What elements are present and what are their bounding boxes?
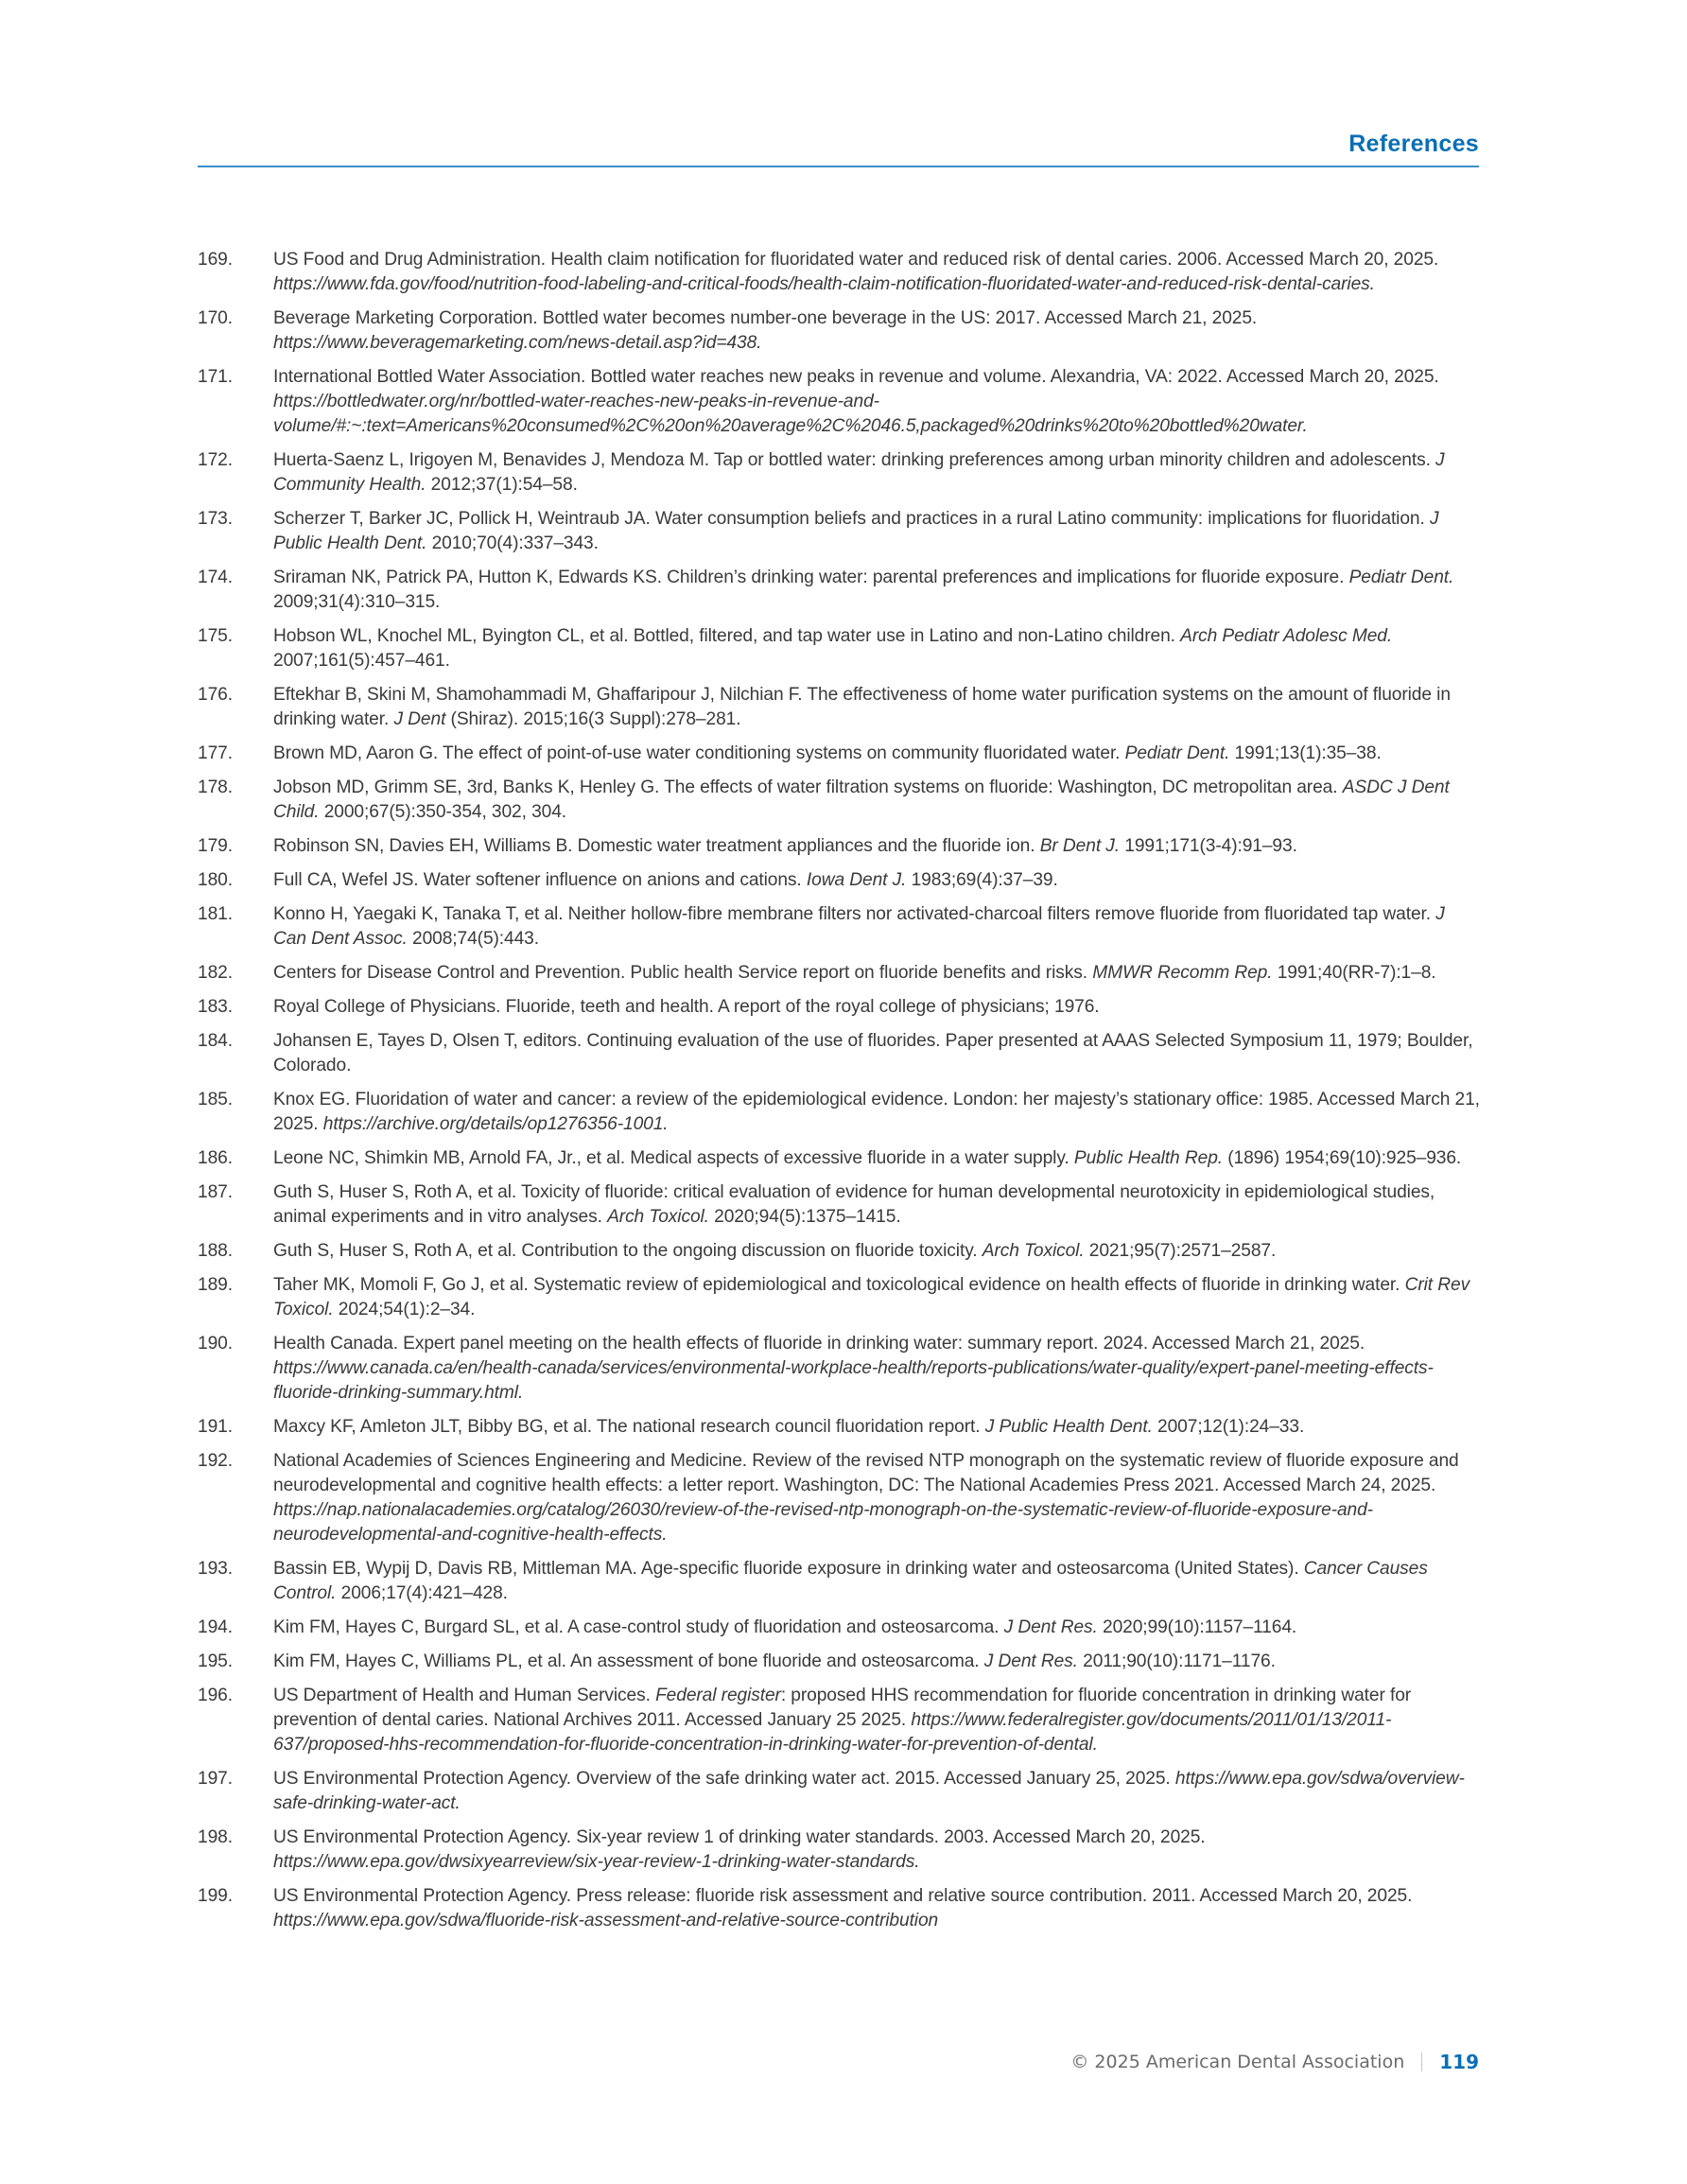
- reference-segment: : proposed HHS recommendation for fluoride concentration in drinking water for prevention of dental caries. National Archives 2011. Accessed January 25 2025.: [273, 1686, 1412, 1730]
- reference-journal: Cancer Causes Control.: [273, 1559, 1428, 1603]
- reference-url[interactable]: https://bottledwater.org/nr/bottled-water-reaches-new-peaks-in-revenue-and-volume/#:~:text=Americans%20consumed%2C%20on%20average%2C%2046.5,packaged%20drinks%20to%20bottled%20water.: [273, 392, 1308, 436]
- reference-list: [198, 248, 1482, 1943]
- reference-number: 179.: [198, 836, 233, 856]
- page-number: 119: [1439, 2051, 1479, 2073]
- header-divider: [198, 166, 1479, 167]
- reference-text: [273, 742, 1482, 766]
- reference-journal: Public Health Rep.: [1073, 1148, 1223, 1168]
- reference-segment: Leone NC, Shimkin MB, Arnold FA, Jr., et al. Medical aspects of excessive fluoride in a water supply.: [273, 1148, 1074, 1168]
- reference-item: [198, 507, 1482, 556]
- reference-segment: National Academies of Sciences Engineering and Medicine. Review of the revised NTP monograph on the systematic review of fluoride exposure and neurodevelopmental and cognitive health effects: a letter report. Washington, DC: The National Academies Press 2021. Accessed March 24, 2025.: [273, 1451, 1459, 1495]
- reference-number: 172.: [198, 450, 233, 470]
- reference-text: [273, 902, 1482, 952]
- reference-text: [273, 1239, 1482, 1264]
- reference-number: 181.: [198, 904, 233, 924]
- reference-number: 189.: [198, 1275, 233, 1295]
- reference-text: [273, 1884, 1482, 1933]
- reference-number: 183.: [198, 997, 233, 1017]
- reference-text: [273, 834, 1482, 859]
- reference-segment: 1983;69(4):37–39.: [906, 870, 1058, 890]
- reference-text: [273, 1767, 1482, 1816]
- reference-item: [198, 1616, 1482, 1640]
- reference-segment: Health Canada. Expert panel meeting on the health effects of fluoride in drinking water: summary report. 2024. Accessed March 21, 2025.: [273, 1334, 1365, 1354]
- reference-item: [198, 1650, 1482, 1674]
- reference-text: [273, 1616, 1482, 1640]
- reference-segment: 2007;12(1):24–33.: [1152, 1417, 1305, 1437]
- reference-segment: 1991;40(RR-7):1–8.: [1272, 963, 1436, 983]
- reference-item: [198, 1884, 1482, 1933]
- reference-segment: 2024;54(1):2–34.: [333, 1300, 476, 1319]
- reference-segment: Full CA, Wefel JS. Water softener influence on anions and cations.: [273, 870, 807, 890]
- reference-segment: 2010;70(4):337–343.: [426, 533, 599, 553]
- reference-number: 198.: [198, 1827, 233, 1847]
- reference-number: 169.: [198, 250, 233, 270]
- reference-number: 171.: [198, 367, 233, 387]
- reference-number: 173.: [198, 509, 233, 529]
- reference-item: [198, 776, 1482, 825]
- reference-text: [273, 1146, 1482, 1171]
- reference-item: [198, 995, 1482, 1020]
- reference-item: [198, 1449, 1482, 1547]
- reference-number: 180.: [198, 870, 233, 890]
- reference-item: [198, 306, 1482, 356]
- reference-segment: Brown MD, Aaron G. The effect of point-of-use water conditioning systems on community fluoridated water.: [273, 743, 1125, 763]
- reference-segment: Robinson SN, Davies EH, Williams B. Domestic water treatment appliances and the fluoride ion.: [273, 836, 1040, 856]
- reference-segment: 2000;67(5):350-354, 302, 304.: [319, 802, 567, 822]
- reference-number: 178.: [198, 778, 233, 797]
- reference-segment: 2011;90(10):1171–1176.: [1077, 1651, 1276, 1671]
- reference-journal: ASDC J Dent Child.: [273, 778, 1450, 822]
- reference-text: [273, 365, 1482, 439]
- reference-segment: Centers for Disease Control and Prevention. Public health Service report on fluoride benefits and risks.: [273, 963, 1093, 983]
- footer-separator: [1421, 2053, 1422, 2071]
- reference-journal: J Can Dent Assoc.: [273, 904, 1445, 949]
- reference-segment: Huerta-Saenz L, Irigoyen M, Benavides J, Mendoza M. Tap or bottled water: drinking preferences among urban minority children and adolescents.: [273, 450, 1436, 470]
- reference-segment: Konno H, Yaegaki K, Tanaka T, et al. Neither hollow-fibre membrane filters nor activated-charcoal filters remove fluoride from fluoridated tap water.: [273, 904, 1436, 924]
- reference-journal: Arch Toxicol.: [607, 1207, 709, 1227]
- reference-item: [198, 1684, 1482, 1757]
- reference-text: [273, 1650, 1482, 1674]
- section-title: References: [1348, 131, 1479, 157]
- reference-text: [273, 248, 1482, 297]
- reference-item: [198, 566, 1482, 615]
- reference-item: [198, 1180, 1482, 1230]
- reference-item: [198, 742, 1482, 766]
- reference-segment: US Environmental Protection Agency. Press release: fluoride risk assessment and relative source contribution. 2011. Accessed March 20, 2025.: [273, 1886, 1413, 1906]
- reference-item: [198, 1273, 1482, 1322]
- reference-segment: US Food and Drug Administration. Health claim notification for fluoridated water and reduced risk of dental caries. 2006. Accessed March 20, 2025.: [273, 250, 1439, 270]
- reference-number: 192.: [198, 1451, 233, 1471]
- reference-item: [198, 248, 1482, 297]
- reference-journal: Iowa Dent J.: [806, 870, 907, 890]
- reference-journal: Arch Pediatr Adolesc Med.: [1180, 626, 1393, 646]
- reference-url[interactable]: https://www.epa.gov/sdwa/fluoride-risk-assessment-and-relative-source-contribution: [273, 1911, 939, 1931]
- reference-text: [273, 306, 1482, 356]
- reference-segment: Taher MK, Momoli F, Go J, et al. Systematic review of epidemiological and toxicological evidence on health effects of fluoride in drinking water.: [273, 1275, 1405, 1295]
- reference-text: [273, 1088, 1482, 1137]
- reference-number: 193.: [198, 1559, 233, 1579]
- reference-segment: 2007;161(5):457–461.: [273, 651, 450, 671]
- reference-segment: US Environmental Protection Agency. Six-year review 1 of drinking water standards. 2003. Accessed March 20, 2025.: [273, 1827, 1206, 1847]
- reference-segment: 2006;17(4):421–428.: [336, 1583, 508, 1603]
- reference-text: [273, 1180, 1482, 1230]
- reference-text: [273, 448, 1482, 498]
- reference-segment: (Shiraz). 2015;16(3 Suppl):278–281.: [445, 709, 741, 729]
- reference-segment: Scherzer T, Barker JC, Pollick H, Weintraub JA. Water consumption beliefs and practices in a rural Latino community: implications for fluoridation.: [273, 509, 1430, 529]
- reference-segment: Sriraman NK, Patrick PA, Hutton K, Edwards KS. Children’s drinking water: parental preferences and implications for fluoride exposure.: [273, 568, 1349, 587]
- reference-segment: Beverage Marketing Corporation. Bottled water becomes number-one beverage in the US: 2017. Accessed March 21, 2025.: [273, 308, 1258, 328]
- reference-number: 197.: [198, 1769, 233, 1789]
- page-footer: [1070, 2051, 1479, 2073]
- reference-segment: Maxcy KF, Amleton JLT, Bibby BG, et al. The national research council fluoridation report.: [273, 1417, 985, 1437]
- reference-text: [273, 1273, 1482, 1322]
- reference-journal: Pediatr Dent.: [1124, 743, 1230, 763]
- reference-url[interactable]: https://www.beveragemarketing.com/news-detail.asp?id=438.: [273, 333, 762, 353]
- reference-segment: Eftekhar B, Skini M, Shamohammadi M, Ghaffaripour J, Nilchian F. The effectiveness of home water purification systems on the amount of fluoride in drinking water.: [273, 685, 1451, 729]
- reference-text: [273, 1557, 1482, 1606]
- reference-text: [273, 961, 1482, 986]
- reference-number: 177.: [198, 743, 233, 763]
- reference-journal: Pediatr Dent.: [1348, 568, 1454, 587]
- reference-url[interactable]: https://nap.nationalacademies.org/catalog/26030/review-of-the-revised-ntp-monograph-on-the-systematic-review-of-fluoride-exposure-and-neurodevelopmental-and-cognitive-health-effects.: [273, 1500, 1373, 1545]
- reference-number: 174.: [198, 568, 233, 587]
- reference-journal: Br Dent J.: [1039, 836, 1121, 856]
- reference-item: [198, 1332, 1482, 1406]
- reference-text: [273, 1684, 1482, 1757]
- reference-journal: J Public Health Dent.: [273, 509, 1439, 553]
- reference-item: [198, 1029, 1482, 1078]
- reference-text: [273, 683, 1482, 732]
- reference-journal: Arch Toxicol.: [982, 1241, 1085, 1261]
- reference-item: [198, 834, 1482, 859]
- reference-item: [198, 1826, 1482, 1875]
- reference-text: [273, 995, 1482, 1020]
- reference-segment: Jobson MD, Grimm SE, 3rd, Banks K, Henley G. The effects of water filtration systems on fluoride: Washington, DC metropolitan area.: [273, 778, 1343, 797]
- reference-text: [273, 868, 1482, 893]
- reference-text: [273, 507, 1482, 556]
- reference-item: [198, 868, 1482, 893]
- reference-url[interactable]: https://www.epa.gov/dwsixyearreview/six-year-review-1-drinking-water-standards.: [273, 1852, 920, 1872]
- reference-url[interactable]: https://archive.org/details/op1276356-1001.: [322, 1114, 669, 1134]
- reference-item: [198, 365, 1482, 439]
- reference-number: 199.: [198, 1886, 233, 1906]
- reference-item: [198, 624, 1482, 673]
- reference-segment: US Department of Health and Human Services.: [273, 1686, 656, 1705]
- reference-number: 194.: [198, 1617, 233, 1637]
- reference-text: [273, 1332, 1482, 1406]
- reference-text: [273, 624, 1482, 673]
- reference-number: 184.: [198, 1031, 233, 1051]
- reference-item: [198, 1415, 1482, 1440]
- reference-item: [198, 961, 1482, 986]
- reference-segment: 2008;74(5):443.: [407, 929, 539, 949]
- reference-number: 175.: [198, 626, 233, 646]
- reference-number: 170.: [198, 308, 233, 328]
- reference-journal: MMWR Recomm Rep.: [1092, 963, 1273, 983]
- reference-segment: Kim FM, Hayes C, Burgard SL, et al. A case-control study of fluoridation and osteosarcoma.: [273, 1617, 1004, 1637]
- reference-number: 195.: [198, 1651, 233, 1671]
- reference-item: [198, 1146, 1482, 1171]
- reference-segment: Knox EG. Fluoridation of water and cancer: a review of the epidemiological evidence. London: her majesty’s stationary office: 1985. Accessed March 21, 2025.: [273, 1090, 1480, 1134]
- reference-number: 191.: [198, 1417, 233, 1437]
- reference-segment: US Environmental Protection Agency. Overview of the safe drinking water act. 2015. Accessed January 25, 2025.: [273, 1769, 1175, 1789]
- reference-journal: J Dent Res.: [983, 1651, 1078, 1671]
- reference-segment: 2009;31(4):310–315.: [273, 592, 441, 612]
- reference-segment: Bassin EB, Wypij D, Davis RB, Mittleman MA. Age-specific fluoride exposure in drinking water and osteosarcoma (United States).: [273, 1559, 1304, 1579]
- reference-item: [198, 1088, 1482, 1137]
- reference-journal: J Dent Res.: [1003, 1617, 1098, 1637]
- reference-segment: 2020;94(5):1375–1415.: [708, 1207, 901, 1227]
- reference-journal: Crit Rev Toxicol.: [273, 1275, 1470, 1319]
- reference-segment: Hobson WL, Knochel ML, Byington CL, et al. Bottled, filtered, and tap water use in Latino and non-Latino children.: [273, 626, 1181, 646]
- reference-segment: Royal College of Physicians. Fluoride, teeth and health. A report of the royal college of physicians; 1976.: [273, 997, 1100, 1017]
- reference-item: [198, 1239, 1482, 1264]
- reference-number: 187.: [198, 1182, 233, 1202]
- reference-segment: Guth S, Huser S, Roth A, et al. Contribution to the ongoing discussion on fluoride toxicity.: [273, 1241, 983, 1261]
- reference-item: [198, 683, 1482, 732]
- reference-segment: 1991;171(3-4):91–93.: [1120, 836, 1297, 856]
- reference-segment: 2020;99(10):1157–1164.: [1097, 1617, 1297, 1637]
- reference-segment: International Bottled Water Association. Bottled water reaches new peaks in revenue and volume. Alexandria, VA: 2022. Accessed March 20, 2025.: [273, 367, 1439, 387]
- reference-segment: (1896) 1954;69(10):925–936.: [1223, 1148, 1462, 1168]
- reference-segment: Guth S, Huser S, Roth A, et al. Toxicity of fluoride: critical evaluation of evidence for human developmental neurotoxicity in epidemiological studies, animal experiments and in vitro analyses.: [273, 1182, 1435, 1227]
- reference-number: 176.: [198, 685, 233, 705]
- reference-item: [198, 1557, 1482, 1606]
- reference-text: [273, 776, 1482, 825]
- reference-url[interactable]: https://www.fda.gov/food/nutrition-food-labeling-and-critical-foods/health-claim-notification-fluoridated-water-and-reduced-risk-dental-caries.: [273, 274, 1375, 294]
- reference-number: 182.: [198, 963, 233, 983]
- reference-url[interactable]: https://www.epa.gov/sdwa/overview-safe-drinking-water-act.: [273, 1769, 1465, 1813]
- reference-item: [198, 1767, 1482, 1816]
- reference-segment: 2012;37(1):54–58.: [426, 475, 578, 495]
- reference-text: [273, 1826, 1482, 1875]
- reference-segment: Kim FM, Hayes C, Williams PL, et al. An assessment of bone fluoride and osteosarcoma.: [273, 1651, 984, 1671]
- reference-journal: J Community Health.: [273, 450, 1445, 495]
- reference-text: [273, 1415, 1482, 1440]
- reference-number: 185.: [198, 1090, 233, 1109]
- reference-journal: J Public Health Dent.: [984, 1417, 1153, 1437]
- reference-segment: 1991;13(1):35–38.: [1229, 743, 1382, 763]
- reference-journal: Federal register: [655, 1686, 781, 1705]
- reference-segment: Johansen E, Tayes D, Olsen T, editors. Continuing evaluation of the use of fluorides. Paper presented at AAAS Selected Symposium 11, 1979; Boulder, Colorado.: [273, 1031, 1473, 1075]
- reference-journal: J Dent: [393, 709, 446, 729]
- reference-number: 188.: [198, 1241, 233, 1261]
- reference-number: 196.: [198, 1686, 233, 1705]
- reference-number: 186.: [198, 1148, 233, 1168]
- reference-text: [273, 1029, 1482, 1078]
- reference-text: [273, 1449, 1482, 1547]
- reference-number: 190.: [198, 1334, 233, 1354]
- reference-item: [198, 448, 1482, 498]
- reference-url[interactable]: https://www.canada.ca/en/health-canada/services/environmental-workplace-health/reports-publications/water-quality/expert-panel-meeting-effects-fluoride-drinking-summary.html.: [273, 1358, 1434, 1403]
- reference-item: [198, 902, 1482, 952]
- reference-url[interactable]: https://www.federalregister.gov/documents/2011/01/13/2011-637/proposed-hhs-recommendation-for-fluoride-concentration-in-drinking-water-for-prevention-of-dental.: [273, 1710, 1392, 1755]
- reference-text: [273, 566, 1482, 615]
- reference-segment: 2021;95(7):2571–2587.: [1084, 1241, 1277, 1261]
- copyright-text: © 2025 American Dental Association: [1070, 2052, 1405, 2072]
